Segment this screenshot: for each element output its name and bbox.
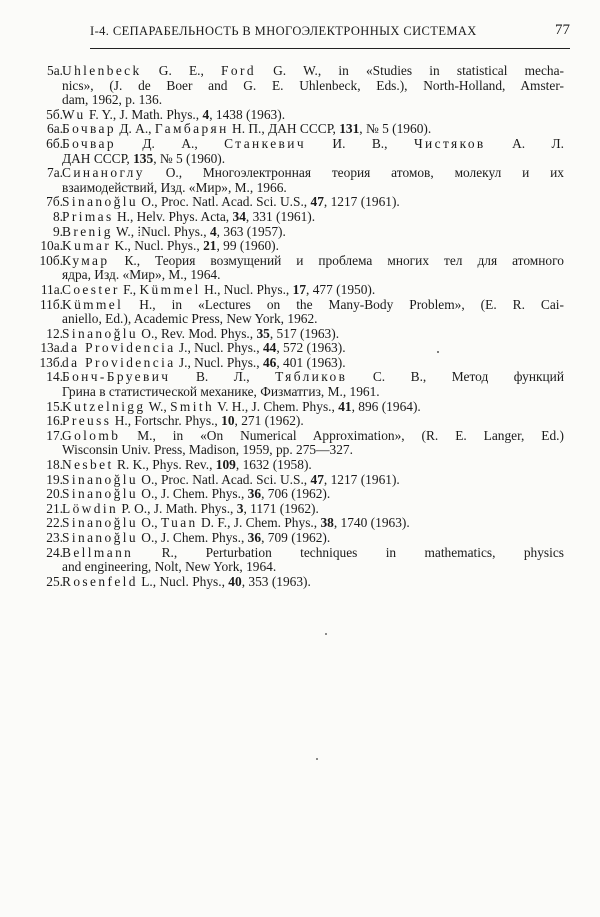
reference-number: 7б. <box>46 194 63 210</box>
reference-list <box>0 64 600 589</box>
reference-number: 5б. <box>46 106 63 122</box>
reference-line: and engineering, Nolt, New York, 1964. <box>62 559 277 575</box>
reference-number: 19. <box>46 471 63 487</box>
reference-entry <box>0 64 600 108</box>
reference-number: 13б. <box>39 354 63 370</box>
reference-entry <box>0 327 600 342</box>
reference-entry <box>0 239 600 254</box>
reference-line: Preuss H., Fortschr. Phys., 10, 271 (1962). <box>62 413 304 429</box>
reference-line: Golomb M., in «On Numerical Approximation», (R. E. Langer, Ed.) <box>62 427 564 443</box>
reference-entry <box>0 254 600 283</box>
reference-number: 16. <box>46 413 63 429</box>
reference-text <box>62 516 564 531</box>
reference-entry <box>0 502 600 517</box>
reference-line: ДАН СССР, 135, № 5 (1960). <box>62 150 226 166</box>
reference-text <box>62 210 564 225</box>
reference-line: Rosenfeld L., Nucl. Phys., 40, 353 (1963). <box>62 573 311 589</box>
reference-line: ядра, Изд. «Мир», М., 1964. <box>62 267 221 283</box>
reference-number: 6а. <box>47 121 63 137</box>
running-title: I-4. СЕПАРАБЕЛЬНОСТЬ В МНОГОЭЛЕКТРОННЫХ СИСТЕМАХ <box>90 24 477 38</box>
reference-entry <box>0 108 600 123</box>
reference-line: Kutzelnigg W., Smith V. H., J. Chem. Phys., 41, 896 (1964). <box>62 398 421 414</box>
reference-entry <box>0 575 600 590</box>
reference-entry <box>0 429 600 458</box>
reference-number: 9. <box>52 223 63 239</box>
reference-line: Nesbet R. K., Phys. Rev., 109, 1632 (1958). <box>62 457 312 473</box>
reference-text <box>62 487 564 502</box>
reference-line: Wisconsin Univ. Press, Madison, 1959, pp. 275—327. <box>62 442 353 458</box>
reference-entry <box>0 122 600 137</box>
reference-text <box>62 122 564 137</box>
reference-number: 20. <box>46 486 63 502</box>
reference-text <box>62 546 564 575</box>
print-speck <box>325 633 327 635</box>
reference-entry <box>0 458 600 473</box>
reference-line: Wu F. Y., J. Math. Phys., 4, 1438 (1963). <box>62 106 286 122</box>
reference-entry <box>0 283 600 298</box>
reference-line: Синаноглу О., Многоэлектронная теория атомов, молекул и их <box>62 165 564 181</box>
reference-line: da Providencia J., Nucl. Phys., 46, 401 (1963). <box>62 354 346 370</box>
print-speck <box>316 758 318 760</box>
reference-line: aniello, Ed.), Academic Press, New York, 1962. <box>62 311 318 327</box>
reference-entry <box>0 356 600 371</box>
reference-number: 11б. <box>39 296 63 312</box>
reference-line: Бочвар Д. А., Гамбарян Н. П., ДАН СССР, 131, № 5 (1960). <box>62 121 432 137</box>
reference-text <box>62 108 564 123</box>
reference-number: 8. <box>52 208 63 224</box>
reference-text <box>62 225 564 240</box>
print-speck <box>437 351 439 353</box>
reference-text <box>62 531 564 546</box>
reference-line: da Providencia J., Nucl. Phys., 44, 572 (1963). <box>62 340 346 356</box>
reference-text <box>62 239 564 254</box>
reference-line: Бочвар Д. А., Станкевич И. В., Чистяков А. Л. <box>62 135 564 151</box>
reference-entry <box>0 487 600 502</box>
reference-entry <box>0 370 600 399</box>
reference-text <box>62 473 564 488</box>
reference-line: nics», (J. de Boer and G. E. Uhlenbeck, Eds.), North-Holland, Amster- <box>62 77 564 93</box>
reference-entry <box>0 225 600 240</box>
reference-line: Kumar K., Nucl. Phys., 21, 99 (1960). <box>62 238 279 254</box>
reference-line: Грина в статистической механике, Физматгиз, М., 1961. <box>62 384 380 400</box>
reference-number: 22. <box>46 515 63 531</box>
reference-text <box>62 195 564 210</box>
reference-number: 18. <box>46 457 63 473</box>
reference-entry <box>0 473 600 488</box>
reference-entry <box>0 137 600 166</box>
reference-text <box>62 327 564 342</box>
reference-text <box>62 429 564 458</box>
reference-number: 24. <box>46 544 63 560</box>
reference-number: 7а. <box>47 165 63 181</box>
reference-entry <box>0 341 600 356</box>
reference-line: Bellmann R., Perturbation techniques in mathematics, physics <box>62 544 564 560</box>
reference-number: 17. <box>46 427 63 443</box>
reference-text <box>62 575 564 590</box>
reference-text <box>62 502 564 517</box>
reference-number: 21. <box>46 500 63 516</box>
reference-line: Uhlenbeck G. E., Ford G. W., in «Studies in statistical mecha- <box>62 63 565 78</box>
reference-text <box>62 64 564 108</box>
reference-line: Löwdin P. O., J. Math. Phys., 3, 1171 (1962). <box>62 500 319 516</box>
reference-entry <box>0 166 600 195</box>
reference-number: 15. <box>46 398 63 414</box>
reference-line: Sinanoğlu O., J. Chem. Phys., 36, 706 (1962). <box>62 486 331 502</box>
reference-text <box>62 400 564 415</box>
reference-number: 5а. <box>47 63 63 78</box>
page-number: 77 <box>555 22 570 38</box>
reference-line: Бонч-Бруевич В. Л., Тябликов С. В., Метод функций <box>62 369 564 385</box>
reference-line: Sinanoğlu O., Tuan D. F., J. Chem. Phys., 38, 1740 (1963). <box>62 515 410 531</box>
reference-entry <box>0 195 600 210</box>
reference-number: 23. <box>46 530 63 545</box>
reference-entry <box>0 298 600 327</box>
reference-line: взаимодействий, Изд. «Мир», М., 1966. <box>62 179 287 195</box>
reference-text <box>62 458 564 473</box>
reference-entry <box>0 531 600 546</box>
reference-line: Sinanoğlu O., J. Chem. Phys., 36, 709 (1962). <box>62 530 331 545</box>
reference-text <box>62 283 564 298</box>
reference-text <box>62 137 564 166</box>
reference-line: dam, 1962, p. 136. <box>62 92 163 108</box>
reference-entry <box>0 400 600 415</box>
reference-line: Kümmel H., in «Lectures on the Many-Body Problem», (E. R. Cai- <box>62 296 564 312</box>
reference-number: 10б. <box>39 252 63 268</box>
reference-line: Primas H., Helv. Phys. Acta, 34, 331 (1961). <box>62 208 316 224</box>
reference-text <box>62 166 564 195</box>
reference-number: 6б. <box>46 135 63 151</box>
reference-entry <box>0 546 600 575</box>
reference-text <box>62 370 564 399</box>
reference-line: Sinanoğlu O., Proc. Natl. Acad. Sci. U.S., 47, 1217 (1961). <box>62 471 400 487</box>
reference-line: Sinanoğlu O., Proc. Natl. Acad. Sci. U.S., 47, 1217 (1961). <box>62 194 400 210</box>
reference-number: 11а. <box>40 281 63 297</box>
reference-entry <box>0 516 600 531</box>
reference-line: Кумар К., Теория возмущений и проблема многих тел для атомного <box>62 252 564 268</box>
reference-number: 10а. <box>40 238 63 254</box>
reference-number: 25. <box>46 573 63 589</box>
reference-line: Brenig W., ⁞Nucl. Phys., 4, 363 (1957). <box>62 223 286 239</box>
reference-text <box>62 298 564 327</box>
reference-number: 14. <box>46 369 63 385</box>
reference-text <box>62 414 564 429</box>
reference-text <box>62 254 564 283</box>
reference-number: 13а. <box>40 340 63 356</box>
reference-number: 12. <box>46 325 63 341</box>
running-header <box>90 22 570 49</box>
reference-text <box>62 356 564 371</box>
reference-line: Coester F., Kümmel H., Nucl. Phys., 17, 477 (1950). <box>62 281 376 297</box>
reference-text <box>62 341 564 356</box>
reference-entry <box>0 210 600 225</box>
reference-line: Sinanoğlu O., Rev. Mod. Phys., 35, 517 (1963). <box>62 325 340 341</box>
reference-entry <box>0 414 600 429</box>
